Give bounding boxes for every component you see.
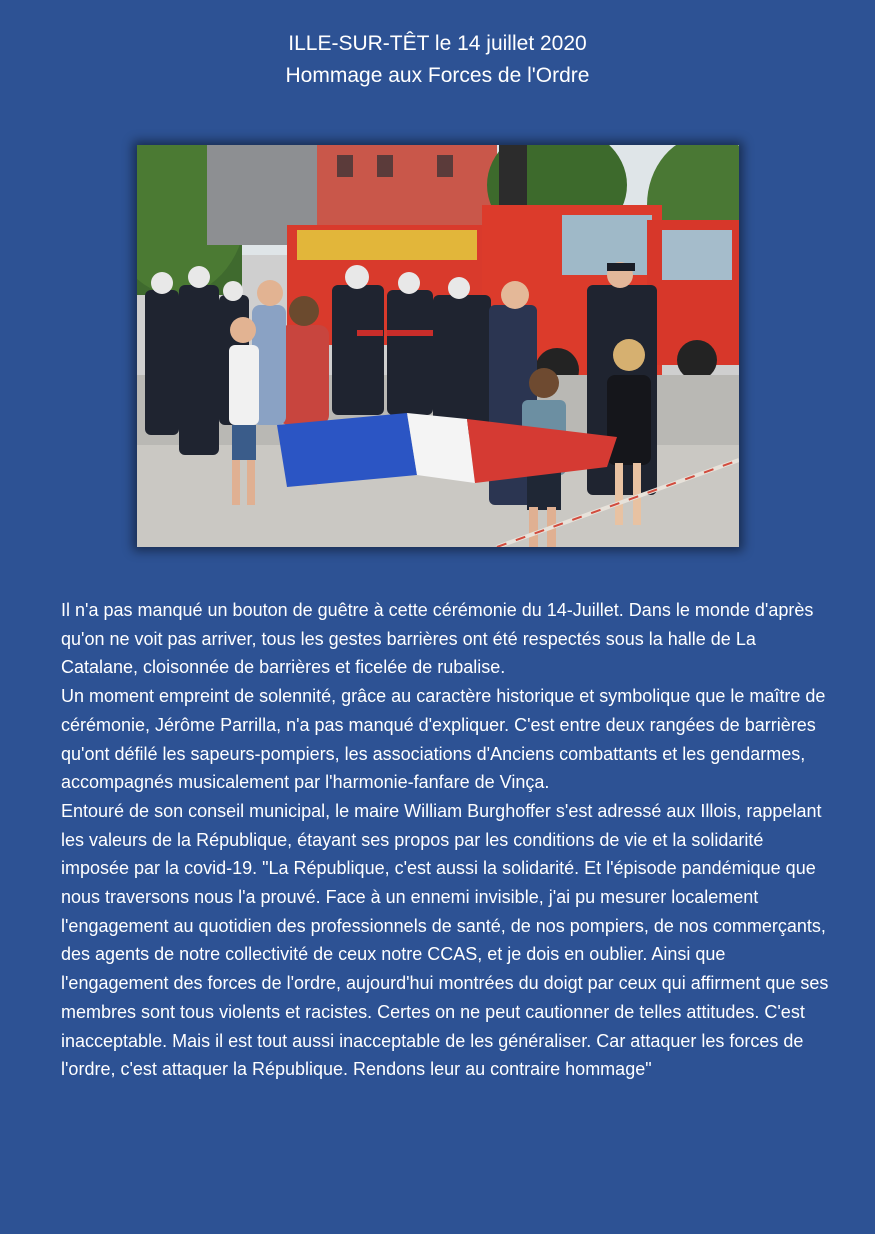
ceremony-photo — [137, 145, 739, 547]
header-title: ILLE-SUR-TÊT le 14 juillet 2020 — [288, 32, 587, 55]
page-header — [0, 28, 875, 92]
ceremony-photo-illustration — [137, 145, 739, 547]
article-body — [61, 596, 831, 1084]
article-paragraph: Un moment empreint de solennité, grâce au caractère historique et symbolique que le maître de cérémonie, Jérôme Parrilla, n'a pas manqué d'expliquer. C'est entre deux rangées de barrières qu'ont défilé les sapeurs-pompiers, les associations d'Anciens combattants et les gendarmes, accompagnés musicalement par l'harmonie-fanfare de Vinça. — [61, 686, 826, 793]
header-subtitle: Hommage aux Forces de l'Ordre — [285, 64, 590, 87]
article-paragraph: Il n'a pas manqué un bouton de guêtre à cette cérémonie du 14-Juillet. Dans le monde d'après qu'on ne voit pas arriver, tous les gestes barrières ont été respectés sous la halle de La Catalane, cloisonnée de barrières et ficelée de rubalise. — [61, 600, 814, 678]
article-paragraph: Entouré de son conseil municipal, le maire William Burghoffer s'est adressé aux Illois, rappelant les valeurs de la République, étayant ses propos par les conditions de vie et la solidarité imposée par la covid-19. "La République, c'est aussi la solidarité. Et l'épisode pandémique que nous traversons nous l'a prouvé. Face à un ennemi invisible, j'ai pu mesurer localement l'engagement au quotidien des professionnels de santé, de nos pompiers, de nos commerçants, des agents de notre collectivité de ceux notre CCAS, et je dois en oublier. Ainsi que l'engagement des forces de l'ordre, aujourd'hui montrées du doigt par ceux qui affirment que ses membres sont tous violents et racistes. Certes on ne peut cautionner de telles attitudes. C'est inacceptable. Mais il est tout aussi inacceptable de les généraliser. Car attaquer les forces de l'ordre, c'est attaquer la République. Rendons leur au contraire hommage" — [61, 800, 829, 1080]
